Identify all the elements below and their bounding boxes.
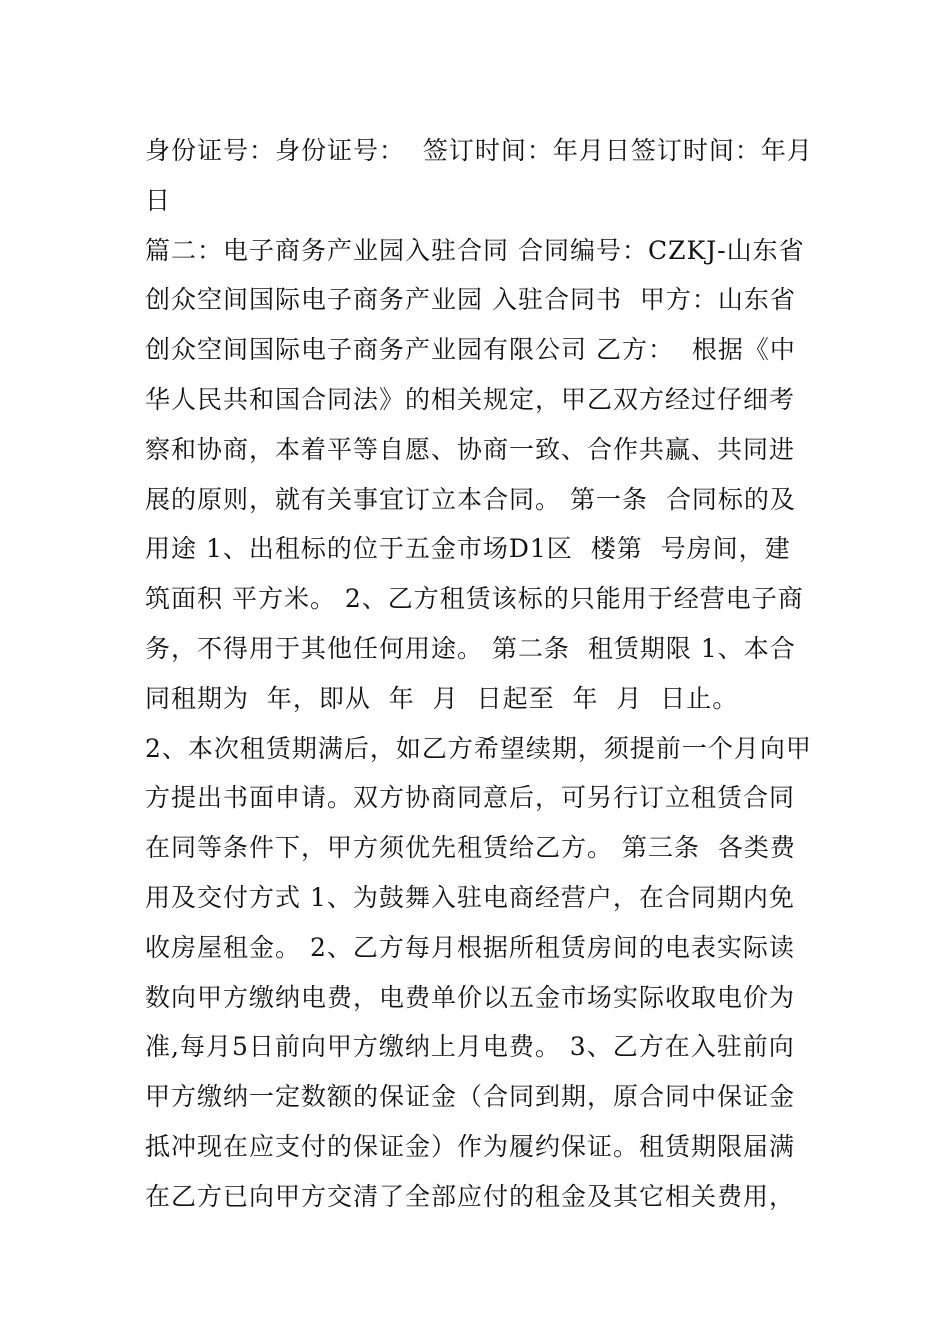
- text-line: 同租期为 年，即从 年 月 日起至 年 月 日止。: [145, 683, 739, 713]
- text-line: 展的原则，就有关事宜订立本合同。 第一条 合同标的及: [145, 484, 796, 514]
- text-line: 数向甲方缴纳电费，电费单价以五金市场实际收取电价为: [145, 982, 796, 1012]
- text-line: 华人民共和国合同法》的相关规定，甲乙双方经过仔细考: [145, 384, 796, 414]
- text-line: 创众空间国际电子商务产业园有限公司 乙方： 根据《中: [145, 335, 796, 365]
- text-line: 用途 1、出租标的位于五金市场D1区 楼第 号房间，建: [145, 534, 791, 564]
- text-line: 2、本次租赁期满后，如乙方希望续期，须提前一个月向甲: [145, 733, 812, 763]
- text-line: 用及交付方式 1、为鼓舞入驻电商经营户，在合同期内免: [145, 882, 795, 912]
- text-line: 方提出书面申请。双方协商同意后，可另行订立租赁合同: [145, 783, 796, 813]
- text-line: 日: [145, 185, 172, 215]
- text-line: 在同等条件下，甲方须优先租赁给乙方。 第三条 各类费: [145, 833, 796, 863]
- text-line: 身份证号：身份证号： 签订时间：年月日签订时间：年月: [145, 136, 813, 165]
- text-line: 准,每月5日前向甲方缴纳上月电费。 3、乙方在入驻前向: [145, 1032, 795, 1062]
- contract-text: [145, 126, 815, 1222]
- text-line: 抵冲现在应支付的保证金）作为履约保证。租赁期限届满: [145, 1131, 796, 1161]
- text-line: 务，不得用于其他任何用途。 第二条 租赁期限 1、本合: [145, 633, 796, 663]
- text-line: 篇二：电子商务产业园入驻合同 合同编号：CZKJ-山东省: [145, 235, 805, 265]
- text-line: 收房屋租金。 2、乙方每月根据所租赁房间的电表实际读: [145, 932, 795, 962]
- text-line: 创众空间国际电子商务产业园 入驻合同书 甲方：山东省: [145, 285, 796, 315]
- text-line: 甲方缴纳一定数额的保证金（合同到期，原合同中保证金: [145, 1082, 796, 1112]
- text-line: 在乙方已向甲方交清了全部应付的租金及其它相关费用，: [145, 1181, 796, 1211]
- text-line: 筑面积 平方米。 2、乙方租赁该标的只能用于经营电子商: [145, 584, 804, 614]
- text-line: 察和协商，本着平等自愿、协商一致、合作共赢、共同进: [145, 434, 796, 464]
